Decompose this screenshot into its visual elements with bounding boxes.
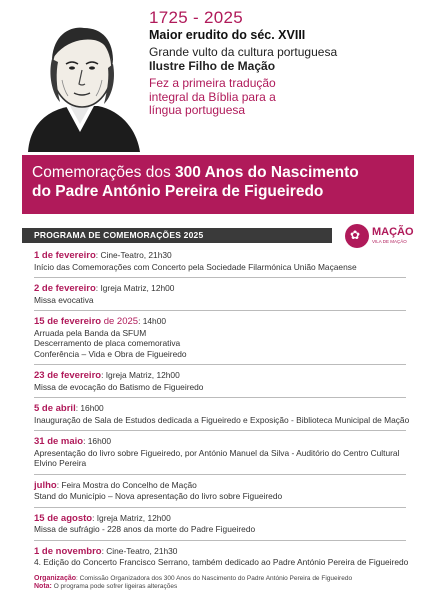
- event-heading: [34, 316, 419, 328]
- event-date: 15 de agosto: [34, 512, 93, 524]
- event-detail: Stand do Município – Nova apresentação do livro sobre Figueiredo: [34, 491, 283, 501]
- banner-line1: [32, 163, 406, 182]
- event-item: [34, 370, 419, 392]
- footer-organization: [34, 575, 419, 583]
- event-date-suffix: de 2025: [101, 316, 139, 327]
- years-title: 1725 - 2025: [149, 8, 244, 27]
- event-detail: Missa de evocação do Batismo de Figueiredo: [34, 381, 204, 392]
- flower-icon: ✿: [345, 224, 369, 248]
- event-date: 23 de fevereiro: [34, 370, 102, 381]
- event-venue: : 16h00: [75, 403, 104, 413]
- headline-traducao: Fez a primeira tradução integral da Bíblia para a língua portuguesa: [149, 76, 276, 117]
- event-item: [34, 436, 419, 469]
- event-heading: [34, 436, 419, 448]
- event-divider: [34, 540, 406, 541]
- event-date: 1 de fevereiro: [34, 250, 96, 261]
- banner-line1-bold: 300 Anos do Nascimento: [175, 164, 359, 181]
- event-date: 1 de novembro: [34, 545, 102, 557]
- program-title-bar: PROGRAMA DE COMEMORAÇÕES 2025: [22, 228, 332, 243]
- event-venue: : 16h00: [83, 436, 112, 446]
- event-venue: : Igreja Matriz, 12h00: [101, 370, 180, 380]
- event-date: julho: [34, 479, 57, 491]
- event-divider: [34, 474, 406, 475]
- logo-name: MAÇÃO: [372, 226, 414, 238]
- event-date: 15 de fevereiro: [34, 316, 102, 327]
- event-heading: [34, 283, 419, 295]
- event-item: [34, 250, 419, 272]
- event-detail: Descerramento de placa comemorativa: [34, 338, 181, 348]
- logo-subtitle: VILA DE MAÇÃO: [372, 239, 407, 244]
- event-divider: [34, 507, 406, 508]
- headline-filho: Ilustre Filho de Mação: [149, 59, 276, 73]
- event-divider: [34, 277, 406, 278]
- portrait-illustration: [18, 14, 143, 152]
- event-venue: : Cine-Teatro, 21h30: [101, 545, 178, 556]
- footer-org-text: : Comissão Organizadora dos 300 Anos do Nascimento do Padre António Pereira de Figueiredo: [76, 575, 353, 582]
- events-list: [34, 250, 419, 568]
- event-divider: [34, 310, 406, 311]
- event-venue: : Cine-Teatro, 21h30: [95, 250, 172, 260]
- event-heading: [34, 403, 419, 415]
- event-detail: Missa evocativa: [34, 294, 94, 305]
- event-detail: Início das Comemorações com Concerto pela Sociedade Filarmónica União Maçaense: [34, 261, 357, 272]
- event-item: [34, 316, 419, 359]
- event-heading: [34, 513, 419, 525]
- event-item: [34, 546, 419, 568]
- event-venue: : 14h00: [138, 316, 167, 326]
- banner-line1-prefix: Comemorações dos: [32, 164, 171, 181]
- event-divider: [34, 430, 406, 431]
- footer-org-label: Organização: [34, 575, 77, 582]
- event-detail: Apresentação do livro sobre Figueiredo, por António Manuel da Silva - Auditório do Centro Cultural Elvino Pereira: [34, 447, 400, 468]
- event-venue: : Feira Mostra do Concelho de Mação: [56, 479, 197, 490]
- event-detail: Inauguração de Sala de Estudos dedicada a Figueiredo e Exposição - Biblioteca Municipal de Mação: [34, 414, 410, 425]
- event-item: [34, 283, 419, 305]
- event-item: [34, 403, 419, 425]
- event-detail: 4. Edição do Concerto Francisco Serrano, também dedicado ao Padre António Pereira de Figueiredo: [34, 557, 409, 567]
- headline-vulto: Grande vulto da cultura portuguesa: [149, 45, 338, 59]
- event-heading: [34, 546, 419, 558]
- event-divider: [34, 364, 406, 365]
- banner-line2: do Padre António Pereira de Figueiredo: [32, 183, 324, 200]
- event-heading: [34, 250, 419, 262]
- event-date: 31 de maio: [34, 436, 84, 447]
- event-item: [34, 480, 419, 502]
- footer: [34, 575, 419, 591]
- event-detail: Arruada pela Banda da SFUM: [34, 327, 147, 338]
- footer-note-label: Nota:: [34, 583, 52, 590]
- event-item: [34, 513, 419, 535]
- event-venue: : Igreja Matriz, 12h00: [95, 283, 175, 293]
- footer-note-text: O programa pode sofrer ligeiras alterações: [51, 583, 178, 590]
- event-date: 5 de abril: [34, 403, 76, 414]
- event-heading: [34, 370, 419, 382]
- event-heading: [34, 480, 419, 492]
- event-date: 2 de fevereiro: [34, 283, 96, 294]
- event-divider: [34, 397, 406, 398]
- headline-erudito: Maior erudito do séc. XVIII: [149, 28, 306, 42]
- header-block: [149, 8, 417, 118]
- event-detail: Missa de sufrágio - 228 anos da morte do Padre Figueiredo: [34, 524, 256, 534]
- event-venue: : Igreja Matriz, 12h00: [92, 512, 171, 523]
- event-detail: Conferência – Vida e Obra de Figueiredo: [34, 348, 187, 359]
- footer-note: [34, 583, 419, 591]
- commemoration-banner: [22, 155, 414, 214]
